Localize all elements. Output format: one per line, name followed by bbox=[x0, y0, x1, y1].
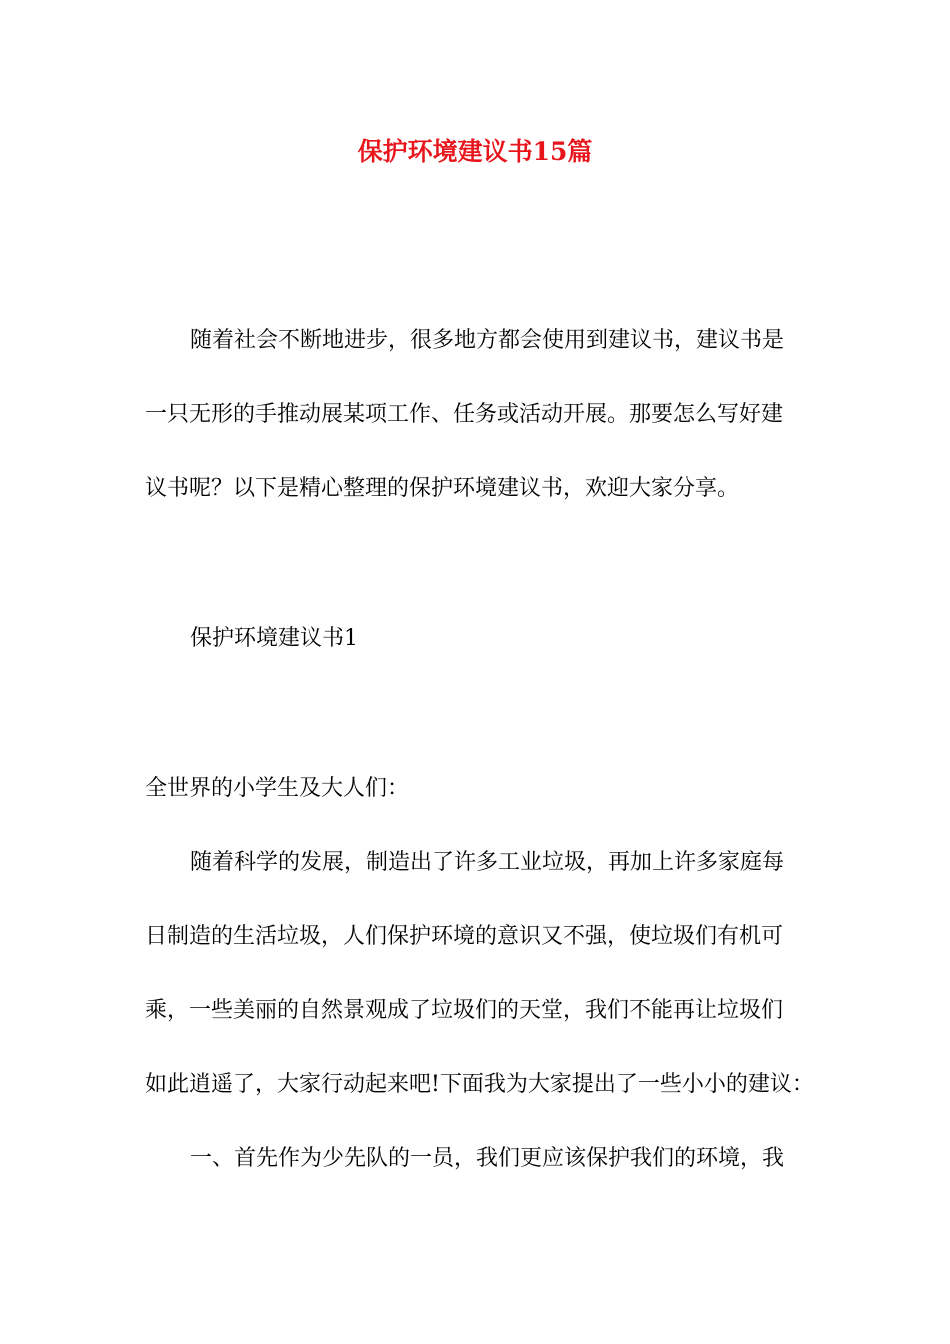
intro-line-3: 议书呢？以下是精心整理的保护环境建议书，欢迎大家分享。 bbox=[145, 476, 740, 501]
body-line-4: 如此逍遥了，大家行动起来吧!下面我为大家提出了一些小小的建议： bbox=[145, 1072, 814, 1097]
document-title: 保护环境建议书15篇 bbox=[357, 137, 593, 166]
body-line-3: 乘，一些美丽的自然景观成了垃圾们的天堂，我们不能再让垃圾们 bbox=[145, 998, 784, 1023]
salutation: 全世界的小学生及大人们： bbox=[145, 776, 410, 801]
body-line-5: 一、首先作为少先队的一员，我们更应该保护我们的环境，我 bbox=[190, 1146, 785, 1171]
intro-line-2: 一只无形的手推动展某项工作、任务或活动开展。那要怎么写好建 bbox=[145, 402, 784, 427]
body-line-2: 日制造的生活垃圾，人们保护环境的意识又不强，使垃圾们有机可 bbox=[145, 924, 784, 949]
intro-line-1: 随着社会不断地进步，很多地方都会使用到建议书，建议书是 bbox=[190, 328, 785, 353]
section-heading: 保护环境建议书1 bbox=[190, 626, 358, 651]
body-line-1: 随着科学的发展，制造出了许多工业垃圾，再加上许多家庭每 bbox=[190, 850, 785, 875]
